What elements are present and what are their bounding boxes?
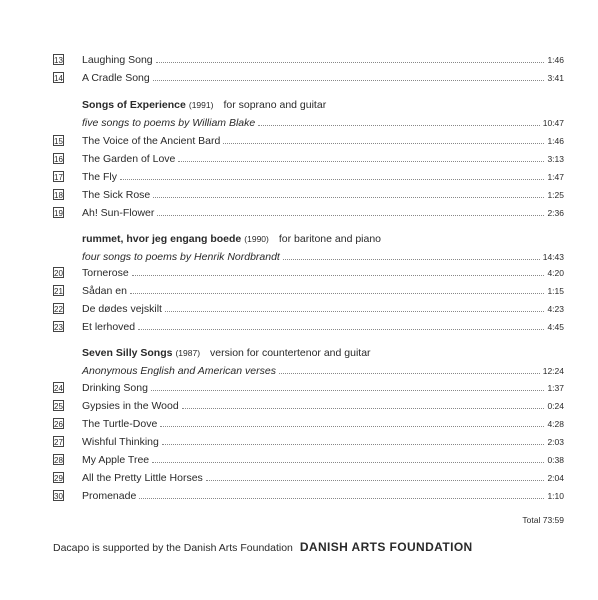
track-row [53, 70, 564, 86]
leader-dots [206, 472, 545, 481]
track-number: 30 [54, 492, 63, 501]
track-row [53, 283, 564, 299]
track-number: 25 [54, 402, 63, 411]
track-number: 16 [54, 155, 63, 164]
work-subtitle: four songs to poems by Henrik Nordbrandt [82, 251, 280, 263]
track-number: 14 [54, 74, 63, 83]
leader-dots [132, 267, 545, 276]
leader-dots [258, 117, 539, 126]
track-title: The Fly [82, 171, 118, 183]
work-subtitle: five songs to poems by William Blake [82, 117, 256, 129]
track-row [53, 319, 564, 335]
track-title: The Turtle-Dove [82, 418, 158, 430]
track-number: 21 [54, 287, 63, 296]
track-duration: 1:47 [547, 172, 564, 182]
track-row [53, 151, 564, 167]
track-duration: 1:25 [547, 190, 564, 200]
leader-dots [156, 54, 545, 63]
leader-dots [182, 400, 545, 409]
track-number: 26 [54, 420, 63, 429]
work-year: (1991) [188, 100, 214, 110]
track-title: Promenade [82, 490, 137, 502]
track-duration: 4:20 [547, 268, 564, 278]
leader-dots [165, 303, 545, 312]
work-heading [82, 345, 371, 361]
foundation-logo: DANISH ARTS FOUNDATION [299, 540, 473, 554]
track-number: 20 [54, 269, 63, 278]
track-duration: 2:04 [547, 473, 564, 483]
track-row [53, 52, 564, 68]
track-number: 19 [54, 209, 63, 218]
track-number: 29 [54, 474, 63, 483]
track-number: 28 [54, 456, 63, 465]
track-number: 17 [54, 173, 63, 182]
track-title: Sådan en [82, 285, 127, 297]
work-subtitle: Anonymous English and American verses [82, 365, 276, 377]
track-row [53, 380, 564, 396]
track-duration: 1:10 [547, 491, 564, 501]
track-title: Ah! Sun-Flower [82, 207, 155, 219]
track-number: 18 [54, 191, 63, 200]
leader-dots [151, 382, 545, 391]
work-title: rummet, hvor jeg engang boede [82, 233, 242, 245]
leader-dots [157, 207, 544, 216]
work-instrumentation: version for countertenor and guitar [210, 347, 371, 359]
track-number: 22 [54, 305, 63, 314]
track-title: Wishful Thinking [82, 436, 159, 448]
leader-dots [162, 436, 545, 445]
track-duration: 3:13 [547, 154, 564, 164]
track-title: The Voice of the Ancient Bard [82, 135, 221, 147]
track-number: 27 [54, 438, 63, 447]
track-duration: 2:03 [547, 437, 564, 447]
track-number: 13 [54, 56, 63, 65]
track-duration: 1:46 [547, 55, 564, 65]
work-duration: 12:24 [542, 366, 564, 376]
track-row [53, 488, 564, 504]
track-row [53, 205, 564, 221]
work-duration: 14:43 [542, 252, 564, 262]
work-subtitle-row [53, 363, 564, 379]
track-title: The Garden of Love [82, 153, 176, 165]
leader-dots [138, 321, 544, 330]
leader-dots [120, 171, 544, 180]
track-duration: 0:38 [547, 455, 564, 465]
work-heading [82, 231, 381, 247]
leader-dots [152, 454, 544, 463]
track-row [53, 398, 564, 414]
track-duration: 1:37 [547, 383, 564, 393]
track-row [53, 416, 564, 432]
work-year: (1990) [244, 234, 269, 244]
track-duration: 2:36 [547, 208, 564, 218]
track-row [53, 169, 564, 185]
work-title: Seven Silly Songs [82, 347, 173, 359]
track-title: My Apple Tree [82, 454, 150, 466]
track-title: A Cradle Song [82, 72, 150, 84]
track-title: Gypsies in the Wood [82, 400, 179, 412]
track-number: 24 [54, 384, 63, 393]
track-title: The Sick Rose [82, 189, 151, 201]
track-title: Laughing Song [82, 54, 153, 66]
track-duration: 0:24 [547, 401, 564, 411]
work-instrumentation: for baritone and piano [278, 233, 382, 245]
leader-dots [279, 365, 540, 374]
track-row [53, 470, 564, 486]
total-duration: Total 73:59 [522, 515, 564, 525]
track-row [53, 187, 564, 203]
work-subtitle-row [53, 249, 564, 265]
leader-dots [130, 285, 544, 294]
track-duration: 4:28 [547, 419, 564, 429]
work-subtitle-row [53, 115, 564, 131]
leader-dots [139, 490, 544, 499]
leader-dots [283, 251, 540, 260]
track-duration: 4:23 [547, 304, 564, 314]
work-title: Songs of Experience [82, 99, 186, 111]
track-duration: 1:46 [547, 136, 564, 146]
footer-text: Dacapo is supported by the Danish Arts Foundation [53, 542, 293, 554]
track-row [53, 301, 564, 317]
leader-dots [223, 135, 544, 144]
track-duration: 1:15 [547, 286, 564, 296]
track-title: De dødes vejskilt [82, 303, 162, 315]
track-row [53, 133, 564, 149]
track-title: Et lerhoved [82, 321, 136, 333]
track-row [53, 434, 564, 450]
work-instrumentation: for soprano and guitar [223, 99, 327, 111]
leader-dots [160, 418, 544, 427]
track-number: 23 [54, 323, 63, 332]
work-duration: 10:47 [542, 118, 564, 128]
track-title: Drinking Song [82, 382, 148, 394]
track-number: 15 [54, 137, 63, 146]
track-row [53, 265, 564, 281]
track-title: Tornerose [82, 267, 129, 279]
track-duration: 3:41 [547, 73, 564, 83]
leader-dots [153, 72, 545, 81]
work-year: (1987) [175, 348, 201, 358]
footer [53, 540, 473, 554]
leader-dots [153, 189, 544, 198]
work-heading [82, 97, 326, 113]
track-row [53, 452, 564, 468]
leader-dots [178, 153, 544, 162]
track-title: All the Pretty Little Horses [82, 472, 203, 484]
track-duration: 4:45 [547, 322, 564, 332]
